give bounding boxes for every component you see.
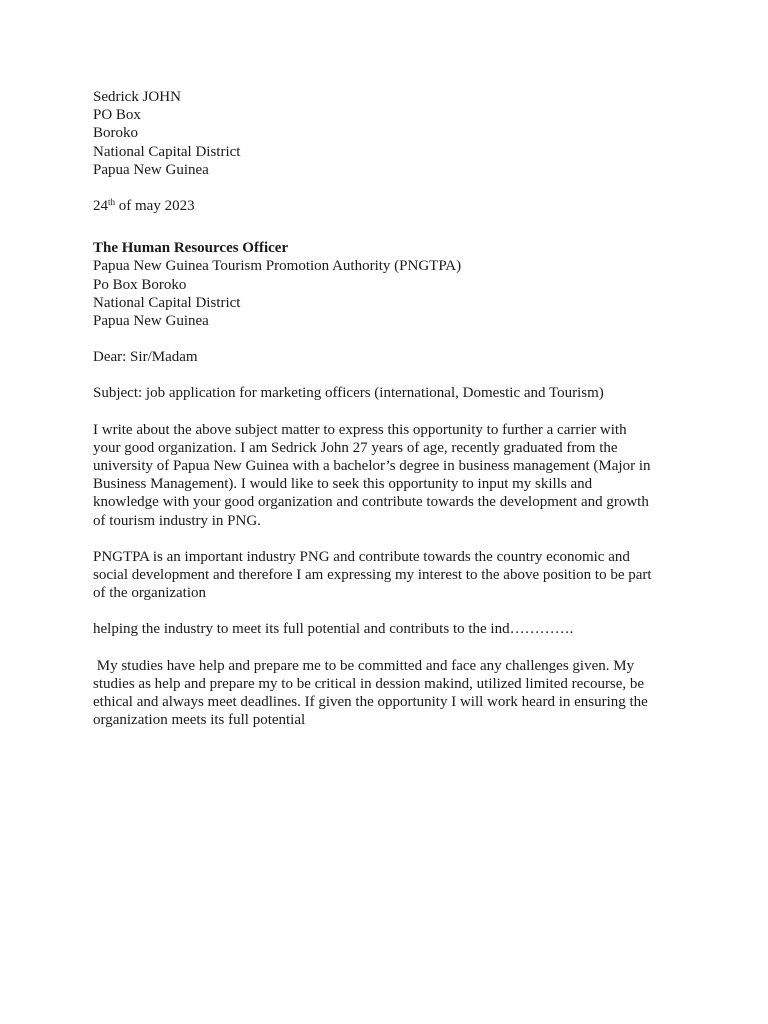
recipient-box: Po Box Boroko: [93, 276, 187, 293]
recipient-district: National Capital District: [93, 294, 241, 311]
date-suffix: th: [108, 197, 116, 208]
paragraph-line: organization meets its full potential: [93, 712, 306, 729]
sender-address: [93, 88, 683, 179]
recipient-address: [93, 239, 683, 330]
paragraph-line: I write about the above subject matter to express this opportunity to further a carrier with: [93, 421, 627, 438]
sender-name: Sedrick JOHN: [93, 89, 181, 105]
subject-line: [93, 384, 683, 402]
recipient-title: The Human Resources Officer: [93, 240, 289, 257]
letter-date: [93, 197, 683, 215]
body-paragraph-4: [93, 657, 683, 730]
salutation-text: Dear: Sir/Madam: [93, 349, 198, 366]
paragraph-line: your good organization. I am Sedrick John 27 years of age, recently graduated from the: [93, 439, 618, 456]
sender-country: Papua New Guinea: [93, 161, 209, 178]
paragraph-line: university of Papua New Guinea with a bachelor’s degree in business management (Major in: [93, 458, 651, 475]
body-paragraph-2: [93, 548, 683, 603]
salutation: [93, 348, 683, 366]
paragraph-line: social development and therefore I am expressing my interest to the above position to be part: [93, 567, 652, 584]
recipient-org: Papua New Guinea Tourism Promotion Authority (PNGTPA): [93, 258, 462, 275]
paragraph-line: knowledge with your good organization and contribute towards the development and growth: [93, 494, 649, 511]
paragraph-line: helping the industry to meet its full potential and contributs to the ind………….: [93, 621, 574, 638]
paragraph-line: studies as help and prepare my to be critical in dession makind, utilized limited recourse, be: [93, 675, 645, 692]
date-day: 24: [93, 198, 108, 215]
sender-box: PO Box: [93, 107, 141, 124]
body-paragraph-1: [93, 421, 683, 530]
body-paragraph-3: [93, 620, 683, 638]
sender-district: National Capital District: [93, 143, 241, 160]
subject-text: Subject: job application for marketing officers (international, Domestic and Tourism): [93, 385, 604, 402]
sender-town: Boroko: [93, 125, 138, 142]
letter-page: [93, 88, 683, 747]
date-rest: of may 2023: [115, 198, 195, 215]
paragraph-line: ethical and always meet deadlines. If given the opportunity I will work heard in ensuring the: [93, 694, 648, 711]
paragraph-line: My studies have help and prepare me to be committed and face any challenges given. My: [93, 657, 635, 674]
paragraph-line: PNGTPA is an important industry PNG and contribute towards the country economic and: [93, 548, 630, 565]
recipient-country: Papua New Guinea: [93, 313, 209, 330]
paragraph-line: Business Management). I would like to seek this opportunity to input my skills and: [93, 476, 593, 493]
paragraph-line: of the organization: [93, 585, 207, 602]
paragraph-line: of tourism industry in PNG.: [93, 512, 261, 529]
